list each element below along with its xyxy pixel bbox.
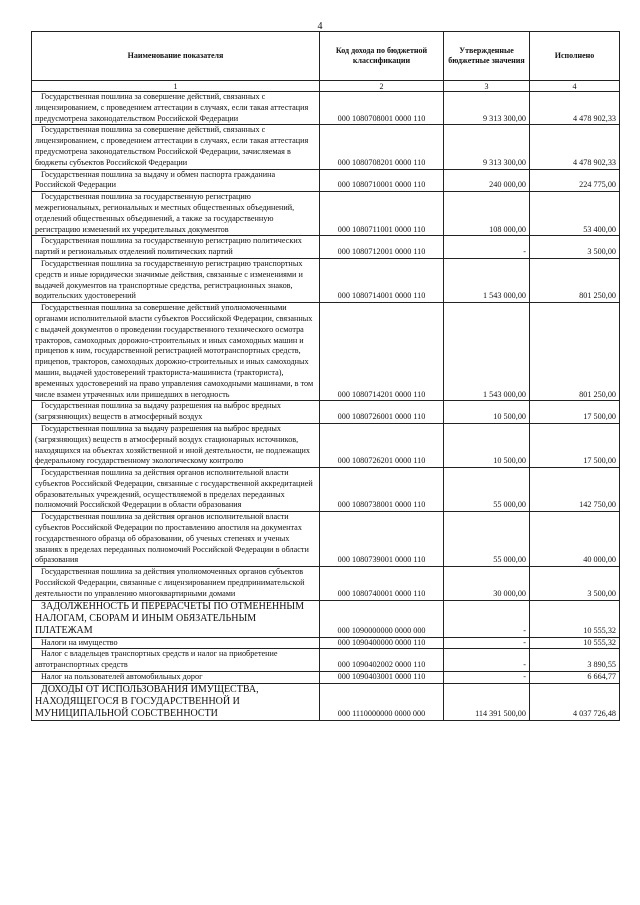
table-row <box>32 258 620 302</box>
row-name-cell: Государственная пошлина за выдачу разрешения на выброс вредных (загрязняющих) веществ в атмосферный воздух <box>32 401 320 424</box>
row-done-cell: 6 664,77 <box>530 672 620 684</box>
header-name: Наименование показателя <box>32 32 320 81</box>
row-plan-cell: 30 000,00 <box>444 567 530 600</box>
table-row <box>32 512 620 567</box>
row-plan-cell: - <box>444 649 530 672</box>
row-code-cell: 000 1080740001 0000 110 <box>320 567 444 600</box>
row-name-cell: Государственная пошлина за выдачу и обмен паспорта гражданина Российской Федерации <box>32 169 320 192</box>
row-code-cell: 000 1080726001 0000 110 <box>320 401 444 424</box>
column-number: 2 <box>320 81 444 92</box>
row-done-cell: 17 500,00 <box>530 423 620 467</box>
row-plan-cell: - <box>444 672 530 684</box>
row-done-cell: 53 400,00 <box>530 192 620 236</box>
row-plan-cell: 240 000,00 <box>444 169 530 192</box>
row-plan-cell: 10 500,00 <box>444 401 530 424</box>
row-name-cell: Государственная пошлина за государственную регистрацию политических партий и региональных отделений политических партий <box>32 236 320 259</box>
row-plan-cell: 55 000,00 <box>444 512 530 567</box>
table-row <box>32 92 620 125</box>
row-name-cell: Налоги на имущество <box>32 637 320 649</box>
header-done: Исполнено <box>530 32 620 81</box>
row-plan-cell: - <box>444 236 530 259</box>
row-code-cell: 000 1080708001 0000 110 <box>320 92 444 125</box>
page-number: 4 <box>317 21 323 32</box>
row-done-cell: 40 000,00 <box>530 512 620 567</box>
row-plan-cell: 9 313 300,00 <box>444 92 530 125</box>
row-plan-cell: 9 313 300,00 <box>444 125 530 169</box>
table-row <box>32 192 620 236</box>
row-name-cell: Государственная пошлина за совершение действий, связанных с лицензированием, с проведением аттестации в случаях, если такая аттестация предусмотрена законодательством Российской Федерации, зачисляемая в бюджеты субъектов Российской Федерации <box>32 125 320 169</box>
row-plan-cell: 10 500,00 <box>444 423 530 467</box>
row-code-cell: 000 1080739001 0000 110 <box>320 512 444 567</box>
row-name-cell: ЗАДОЛЖЕННОСТЬ И ПЕРЕРАСЧЕТЫ ПО ОТМЕНЕННЫМ НАЛОГАМ, СБОРАМ И ИНЫМ ОБЯЗАТЕЛЬНЫМ ПЛАТЕЖАМ <box>32 600 320 637</box>
row-name-cell: Государственная пошлина за действия органов исполнительной власти субъектов Российской Федерации, связанные с государственной аккредитацией образовательных учреждений, осуществляемой в пределах переданных полномочий Российской Федерации в области образования <box>32 468 320 512</box>
header-row <box>32 32 620 81</box>
row-name-cell: Налог на пользователей автомобильных дорог <box>32 672 320 684</box>
column-number: 3 <box>444 81 530 92</box>
row-done-cell: 4 037 726,48 <box>530 683 620 720</box>
row-done-cell: 4 478 902,33 <box>530 125 620 169</box>
row-done-cell: 4 478 902,33 <box>530 92 620 125</box>
row-code-cell: 000 1090402002 0000 110 <box>320 649 444 672</box>
table-row <box>32 169 620 192</box>
row-done-cell: 3 890,55 <box>530 649 620 672</box>
table-row <box>32 683 620 720</box>
row-name-cell: Государственная пошлина за совершение действий, связанных с лицензированием, с проведением аттестации в случаях, если такая аттестация предусмотрена законодательством Российской Федерации <box>32 92 320 125</box>
table-row <box>32 672 620 684</box>
row-code-cell: 000 1090400000 0000 110 <box>320 637 444 649</box>
row-code-cell: 000 1080738001 0000 110 <box>320 468 444 512</box>
row-code-cell: 000 1080710001 0000 110 <box>320 169 444 192</box>
row-code-cell: 000 1110000000 0000 000 <box>320 683 444 720</box>
row-name-cell: Государственная пошлина за действия органов исполнительной власти субъектов Российской Федерации по проставлению апостиля на документах государственного образца об образовании, об ученых степенях и ученых званиях в пределах переданных полномочий Российской Федерации в области образования <box>32 512 320 567</box>
row-name-cell: Государственная пошлина за государственную регистрацию транспортных средств и иные юридически значимые действия, связанные с изменениями и выдачей документов на транспортные средства, регистрационных знаков, водительских удостоверений <box>32 258 320 302</box>
row-name-cell: Налог с владельцев транспортных средств и налог на приобретение автотранспортных средств <box>32 649 320 672</box>
row-done-cell: 10 555,32 <box>530 637 620 649</box>
header-plan: Утвержденные бюджетные значения <box>444 32 530 81</box>
row-name-cell: Государственная пошлина за действия уполномоченных органов субъектов Российской Федерации, связанные с лицензированием предпринимательской деятельности по управлению многоквартирными домами <box>32 567 320 600</box>
table-row <box>32 236 620 259</box>
row-code-cell: 000 1090000000 0000 000 <box>320 600 444 637</box>
row-name-cell: Государственная пошлина за государственную регистрацию межрегиональных, региональных и местных общественных объединений, отделений общественных объединений, а также за государственную регистрацию изменений их учредительных документов <box>32 192 320 236</box>
row-name-cell: Государственная пошлина за совершение действий уполномоченными органами исполнительной власти субъектов Российской Федерации, связанных с выдачей документов о проведении государственного технического осмотра тракторов, самоходных дорожно-строительных и иных самоходных машин и прицепов к ним, государственной регистрацией мототранспортных средств, прицепов, тракторов, самоходных дорожно-строительных и иных самоходных машин, выдачей удостоверений тракториста-машиниста (тракториста), временных удостоверений на право управления самоходными машинами, в том числе взамен утраченных или пришедших в негодность <box>32 303 320 401</box>
row-done-cell: 3 500,00 <box>530 236 620 259</box>
column-number: 4 <box>530 81 620 92</box>
row-name-cell: ДОХОДЫ ОТ ИСПОЛЬЗОВАНИЯ ИМУЩЕСТВА, НАХОДЯЩЕГОСЯ В ГОСУДАРСТВЕННОЙ И МУНИЦИПАЛЬНОЙ СОБСТВЕННОСТИ <box>32 683 320 720</box>
row-name-cell: Государственная пошлина за выдачу разрешения на выброс вредных (загрязняющих) веществ в атмосферный воздух стационарных источников, находящихся на объектах хозяйственной и иной деятельности, не подлежащих федеральному государственному экологическому контролю <box>32 423 320 467</box>
row-code-cell: 000 1080712001 0000 110 <box>320 236 444 259</box>
row-code-cell: 000 1080714001 0000 110 <box>320 258 444 302</box>
row-plan-cell: 55 000,00 <box>444 468 530 512</box>
table-row <box>32 600 620 637</box>
row-code-cell: 000 1080726201 0000 110 <box>320 423 444 467</box>
row-done-cell: 17 500,00 <box>530 401 620 424</box>
row-done-cell: 801 250,00 <box>530 303 620 401</box>
row-done-cell: 801 250,00 <box>530 258 620 302</box>
row-code-cell: 000 1090403001 0000 110 <box>320 672 444 684</box>
row-plan-cell: 1 543 000,00 <box>444 303 530 401</box>
revenue-table <box>31 31 620 721</box>
table-row <box>32 423 620 467</box>
table-row <box>32 468 620 512</box>
row-plan-cell: 1 543 000,00 <box>444 258 530 302</box>
row-done-cell: 10 555,32 <box>530 600 620 637</box>
column-number: 1 <box>32 81 320 92</box>
row-done-cell: 3 500,00 <box>530 567 620 600</box>
table-row <box>32 649 620 672</box>
table-row <box>32 125 620 169</box>
row-done-cell: 224 775,00 <box>530 169 620 192</box>
table-row <box>32 637 620 649</box>
row-plan-cell: - <box>444 600 530 637</box>
table-row <box>32 401 620 424</box>
column-number-row <box>32 81 620 92</box>
row-plan-cell: - <box>444 637 530 649</box>
table-row <box>32 303 620 401</box>
row-plan-cell: 108 000,00 <box>444 192 530 236</box>
row-code-cell: 000 1080711001 0000 110 <box>320 192 444 236</box>
row-code-cell: 000 1080714201 0000 110 <box>320 303 444 401</box>
row-done-cell: 142 750,00 <box>530 468 620 512</box>
row-plan-cell: 114 391 500,00 <box>444 683 530 720</box>
header-code: Код дохода по бюджетной классификации <box>320 32 444 81</box>
row-code-cell: 000 1080708201 0000 110 <box>320 125 444 169</box>
table-row <box>32 567 620 600</box>
